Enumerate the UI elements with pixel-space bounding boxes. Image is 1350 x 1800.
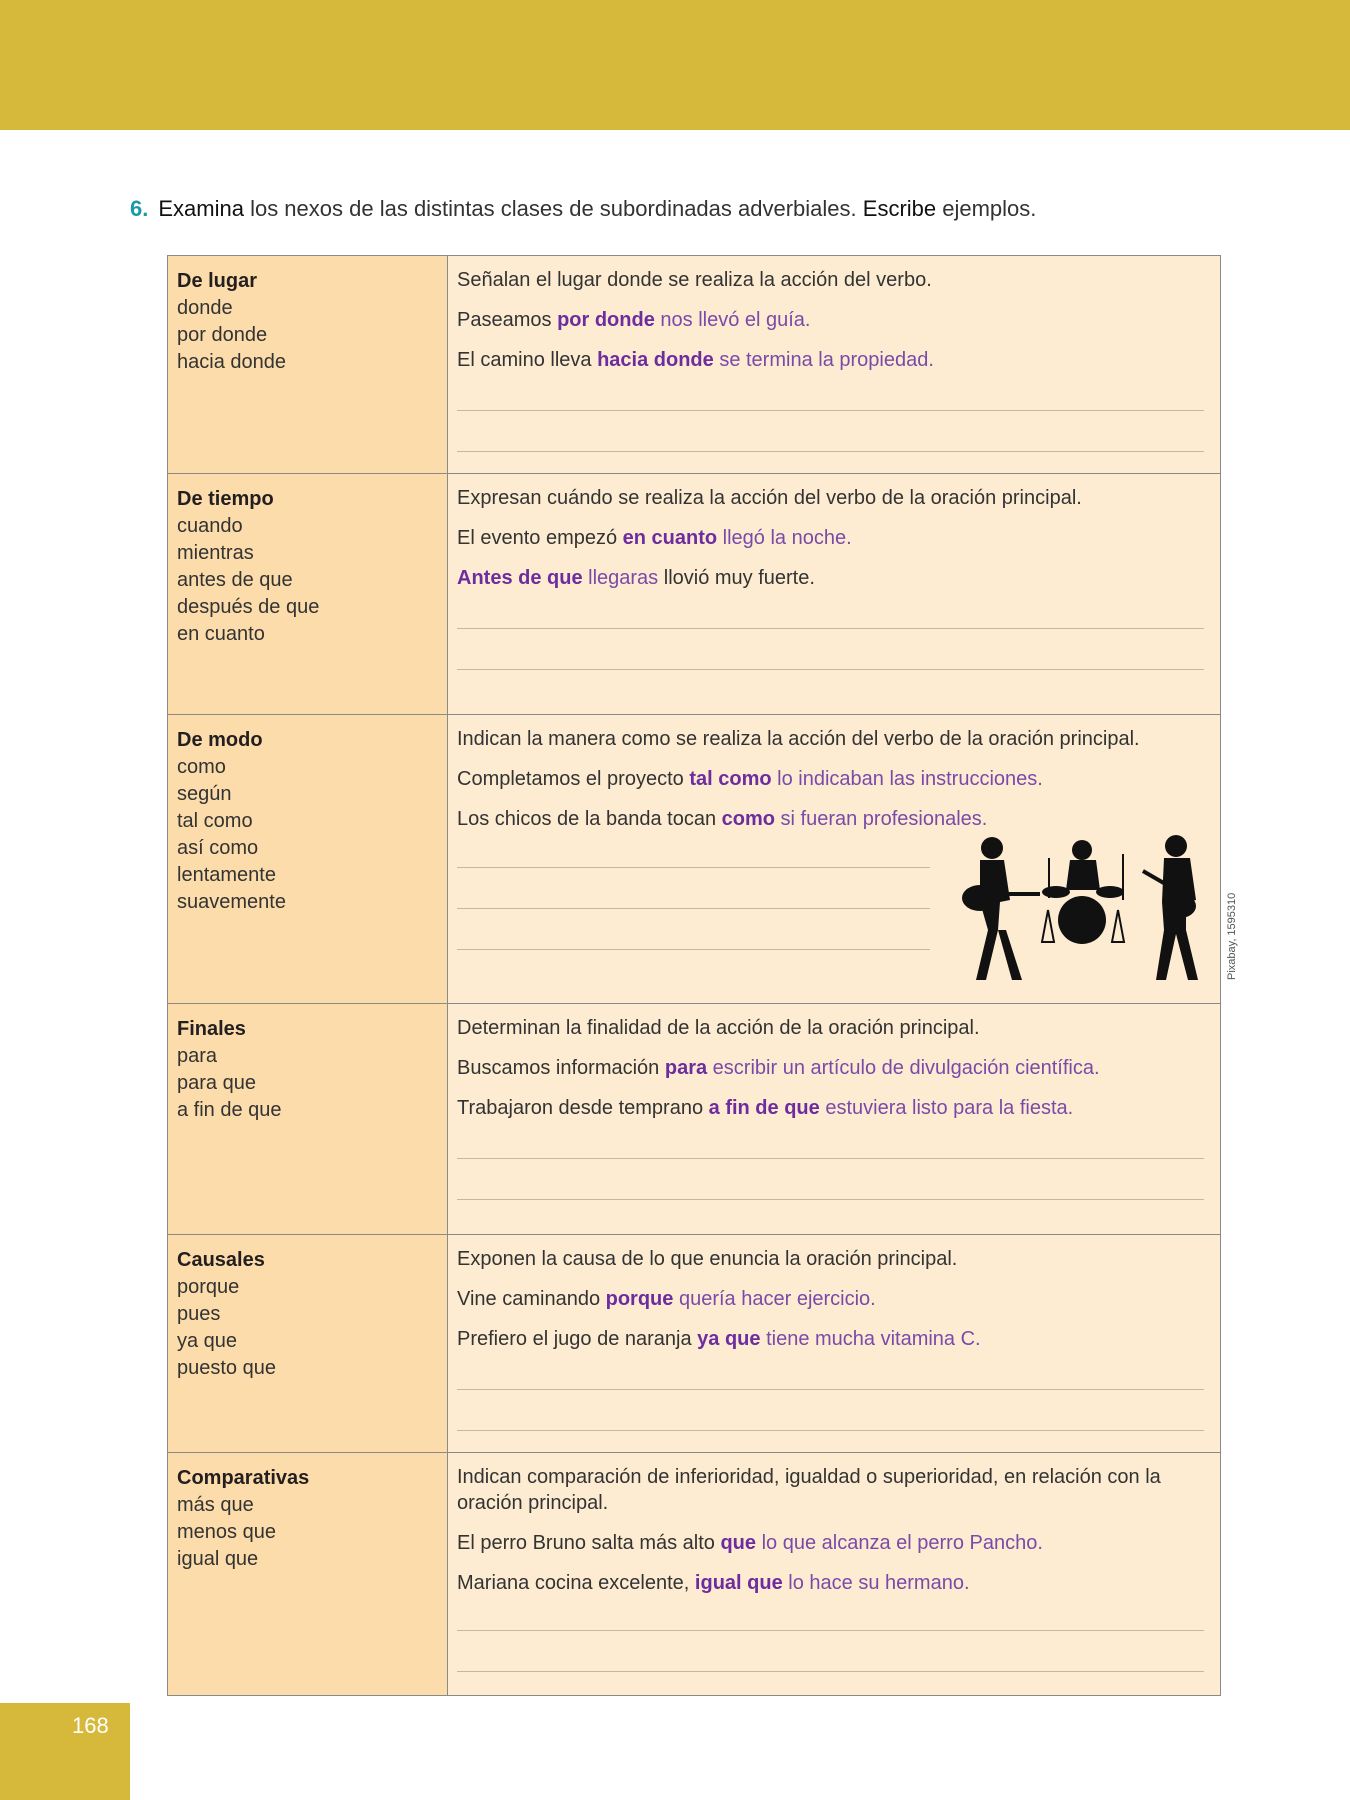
nexo-highlight: hacia donde [597,349,714,371]
writing-line[interactable] [457,1158,1204,1159]
category-cell [168,715,448,1003]
nexo-highlight: porque [605,1288,674,1310]
table-row [168,1234,1220,1452]
clause-text: lo que alcanza el perro Pancho. [756,1532,1043,1554]
definition: Indican la manera como se realiza la acción del verbo de la oración principal. [457,728,1140,750]
band-silhouette-image [950,830,1215,985]
example-sentence: Prefiero el jugo de naranja ya que tiene mucha vitamina C. [457,1328,981,1350]
writing-line[interactable] [457,1671,1204,1672]
nexo-item: en cuanto [177,623,265,645]
example-sentence: El evento empezó en cuanto llegó la noche. [457,527,852,549]
writing-line[interactable] [457,908,930,909]
nexo-item: pues [177,1303,221,1325]
nexo-item: suavemente [177,891,286,913]
nexo-item: como [177,756,226,778]
image-credit: Pixabay, 1595310 [1226,892,1238,980]
category-cell [168,1004,448,1234]
example-sentence: Antes de que llegaras llovió muy fuerte. [457,567,815,589]
instruction [130,196,1036,222]
writing-line[interactable] [457,451,1204,452]
table-row [168,256,1220,473]
category-cell [168,1453,448,1695]
nexo-item: para que [177,1072,256,1094]
clause-text: estuviera listo para la fiesta. [819,1097,1074,1119]
definition: Señalan el lugar donde se realiza la acción del verbo. [457,269,932,291]
nexo-item: hacia donde [177,351,286,373]
page-number-box [0,1703,130,1800]
nexo-highlight: que [720,1532,757,1554]
example-sentence: Trabajaron desde temprano a fin de que estuviera listo para la fiesta. [457,1097,1074,1119]
header-band [0,0,1350,130]
nexo-highlight: tal como [689,768,772,790]
description-cell [448,1453,1220,1695]
clause-text: nos llevó el guía. [654,309,811,331]
example-sentence: Paseamos por donde nos llevó el guía. [457,309,811,331]
nexo-highlight: Antes de que [457,567,583,589]
clause-text: llegó la noche. [717,527,852,549]
description-cell [448,256,1220,473]
nexo-highlight: a fin de que [708,1097,820,1119]
category-title: De tiempo [177,488,274,510]
writing-line[interactable] [457,1430,1204,1431]
writing-line[interactable] [457,669,1204,670]
nexo-highlight: como [721,808,775,830]
writing-line[interactable] [457,867,930,868]
nexo-highlight: por donde [557,309,655,331]
clause-text: quería hacer ejercicio. [673,1288,876,1310]
nexo-item: menos que [177,1521,276,1543]
description-cell [448,474,1220,714]
example-sentence: El perro Bruno salta más alto que lo que alcanza el perro Pancho. [457,1532,1043,1554]
instruction-verb-escribe: Escribe [862,196,937,221]
nexo-highlight: ya que [697,1328,761,1350]
category-title: De modo [177,729,263,751]
description-cell [448,1004,1220,1234]
table-row [168,1003,1220,1234]
clause-text: lo indicaban las instrucciones. [771,768,1043,790]
example-sentence: El camino lleva hacia donde se termina la propiedad. [457,349,934,371]
example-sentence: Buscamos información para escribir un artículo de divulgación científica. [457,1057,1100,1079]
writing-line[interactable] [457,410,1204,411]
writing-line[interactable] [457,949,930,950]
nexo-highlight: para [664,1057,708,1079]
clause-text: lo hace su hermano. [782,1572,970,1594]
nexo-item: mientras [177,542,254,564]
nexo-item: porque [177,1276,240,1298]
clause-text: llegaras [582,567,659,589]
writing-line[interactable] [457,628,1204,629]
instruction-text: los nexos de las distintas clases de subordinadas adverbiales. [243,196,863,221]
clause-text: tiene mucha vitamina C. [760,1328,981,1350]
nexo-highlight: en cuanto [622,527,718,549]
table-row [168,1452,1220,1695]
definition: Exponen la causa de lo que enuncia la oración principal. [457,1248,958,1270]
page-number: 168 [72,1713,109,1738]
clause-text: se termina la propiedad. [713,349,934,371]
exercise-number: 6. [130,196,149,221]
writing-line[interactable] [457,1630,1204,1631]
nexo-item: así como [177,837,259,859]
writing-line[interactable] [457,1389,1204,1390]
clause-text: escribir un artículo de divulgación científica. [707,1057,1100,1079]
clause-text: si fueran profesionales. [774,808,988,830]
example-sentence: Mariana cocina excelente, igual que lo hace su hermano. [457,1572,970,1594]
definition: Indican comparación de inferioridad, igualdad o superioridad, en relación con la oración principal. [457,1466,1161,1514]
nexo-item: a fin de que [177,1099,282,1121]
nexo-item: donde [177,297,233,319]
category-title: Causales [177,1249,265,1271]
category-cell [168,256,448,473]
nexo-item: para [177,1045,218,1067]
category-title: De lugar [177,270,258,292]
nexo-highlight: igual que [694,1572,783,1594]
nexo-item: puesto que [177,1357,276,1379]
nexo-item: ya que [177,1330,238,1352]
nexo-item: igual que [177,1548,259,1570]
definition: Expresan cuándo se realiza la acción del verbo de la oración principal. [457,487,1082,509]
example-sentence: Vine caminando porque quería hacer ejercicio. [457,1288,876,1310]
category-cell [168,1235,448,1452]
instruction-verb-examina: Examina [158,196,244,221]
example-sentence: Completamos el proyecto tal como lo indicaban las instrucciones. [457,768,1043,790]
nexo-item: más que [177,1494,254,1516]
instruction-text-end: ejemplos. [936,196,1037,221]
table-row [168,473,1220,714]
nexo-item: antes de que [177,569,293,591]
category-title: Comparativas [177,1467,310,1489]
nexo-item: tal como [177,810,253,832]
nexo-item: por donde [177,324,268,346]
nexo-item: según [177,783,232,805]
category-title: Finales [177,1018,246,1040]
example-sentence: Los chicos de la banda tocan como si fueran profesionales. [457,808,988,830]
nexo-item: después de que [177,596,320,618]
definition: Determinan la finalidad de la acción de la oración principal. [457,1017,980,1039]
category-cell [168,474,448,714]
description-cell [448,1235,1220,1452]
nexo-item: cuando [177,515,243,537]
nexo-item: lentamente [177,864,276,886]
writing-line[interactable] [457,1199,1204,1200]
